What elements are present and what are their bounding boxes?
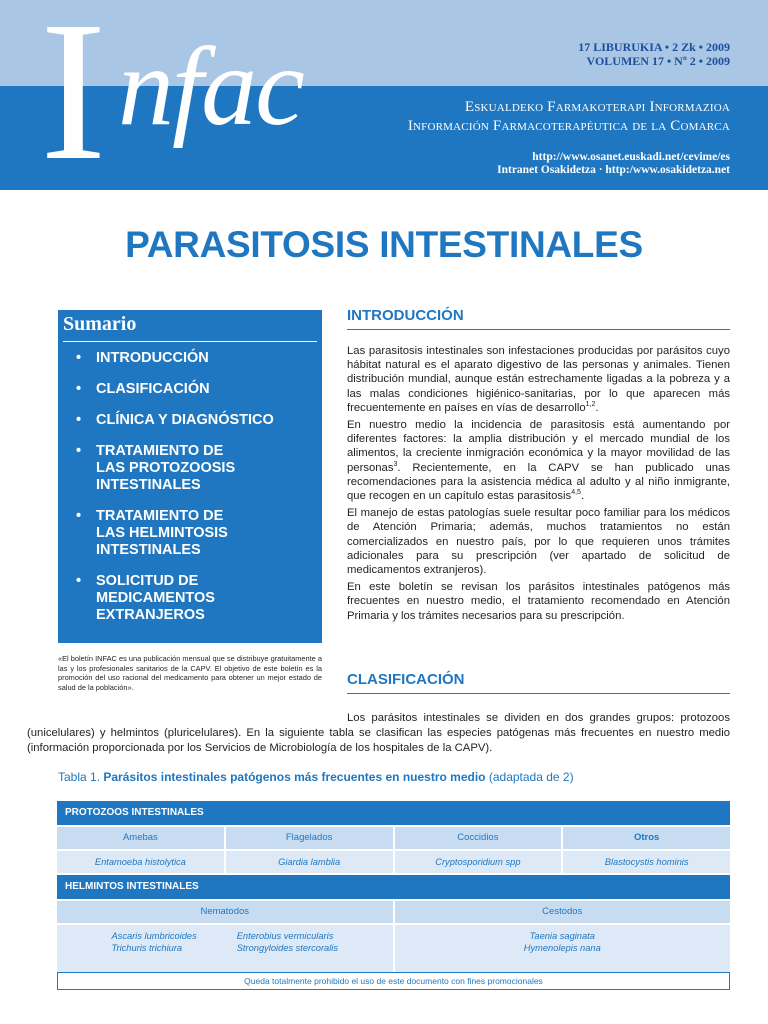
bullet-icon: • — [76, 573, 82, 589]
nematodos-list: Ascaris lumbricoides Trichuris trichiura Enterobius vermicularis Strongyloides stercoralis — [111, 931, 339, 953]
table-row — [57, 901, 730, 923]
heading-introduccion: INTRODUCCIÓN — [347, 307, 464, 324]
table-caption: Tabla 1. Parásitos intestinales patógenos más frecuentes en nuestro medio (adaptada de 2) — [58, 770, 574, 784]
table-cell: Cryptosporidium spp — [395, 851, 562, 873]
issue-line-eu: 17 LIBURUKIA • 2 Zk • 2009 — [578, 40, 730, 54]
publication-subtitles — [408, 98, 730, 136]
sumario-title: Sumario — [63, 313, 137, 335]
heading-clasificacion: CLASIFICACIÓN — [347, 671, 465, 688]
header-cell: Flagelados — [226, 827, 393, 849]
intro-body — [347, 344, 730, 626]
table-row — [57, 851, 730, 873]
subtitle-spanish: Información Farmacoterapéutica de la Comarca — [407, 118, 730, 134]
sumario-item-solicitud[interactable]: • SOLICITUD DE MEDICAMENTOS EXTRANJEROS — [76, 573, 215, 623]
sumario-box — [58, 310, 322, 643]
footer-note: Queda totalmente prohibido el uso de este documento con fines promocionales — [57, 972, 730, 990]
header-cell: Cestodos — [395, 901, 731, 923]
heading-rule — [347, 693, 730, 694]
table-cell: Entamoeba histolytica — [57, 851, 224, 873]
header-links — [497, 151, 730, 177]
parasites-table — [57, 801, 730, 973]
issue-info — [578, 40, 730, 68]
intro-paragraph-2: En nuestro medio la incidencia de parasitosis está aumentando por diferentes factores: la amplia distribución y el mercado mundial de los alimentos, la creciente inmigración económica y la mayor movilidad de las personas$^3$. Recientemente, en la CAPV se han publicado unas recomendaciones para la asistencia médica al adulto y al niño inmigrante, que recogen en un capítulo estas parasitosis$^{4,5}$. — [347, 419, 730, 503]
bullet-icon: • — [76, 381, 82, 397]
sumario-item-clinica[interactable]: • CLÍNICA Y DIAGNÓSTICO — [76, 412, 274, 428]
helmintos-band: HELMINTOS INTESTINALES — [57, 875, 730, 899]
logo-wordmark: nfac — [118, 25, 303, 149]
clasificacion-paragraph: Los parásitos intestinales se dividen en dos grandes grupos: protozoos (unicelulares) y helmintos (pluricelulares). En la siguiente tabla se clasifican las especies patógenas más frecuentes en nuestro medio (información proporcionada por los Servicios de Microbiología de los hospitales de la CAPV). — [27, 712, 730, 754]
sumario-item-clasificacion[interactable]: • CLASIFICACIÓN — [76, 381, 210, 397]
logo-initial: I — [40, 0, 107, 202]
sumario-item-introduccion[interactable]: • INTRODUCCIÓN — [76, 350, 209, 366]
page-title: PARASITOSIS INTESTINALES — [125, 224, 643, 265]
header-cell: Nematodos — [57, 901, 393, 923]
bulletin-note: «El boletín INFAC es una publicación mensual que se distribuye gratuitamente a las y los profesionales sanitarios de la CAPV. El objetivo de este boletín es la promoción del uso racional del medicamento para obtener un mejor estado de salud de la población». — [58, 654, 322, 692]
issue-line-es: VOLUMEN 17 • Nº 2 • 2009 — [586, 54, 730, 68]
table-row — [57, 827, 730, 849]
intro-paragraph-3: El manejo de estas patologías suele resultar poco familiar para los médicos de Atención Primaria; además, muchos tratamientos no están comercializados en nuestro país, por lo que requieren unos trámites adicionales para su prescripción (ver apartado de solicitud de medicamentos extranjeros). — [347, 507, 730, 577]
sumario-item-helmintosis[interactable]: • TRATAMIENTO DE LAS HELMINTOSIS INTESTINALES — [76, 508, 228, 558]
table-cell: Giardia lamblia — [226, 851, 393, 873]
sumario-item-protozoosis[interactable]: • TRATAMIENTO DE LAS PROTOZOOSIS INTESTINALES — [76, 443, 236, 493]
bullet-icon: • — [76, 443, 82, 459]
bullet-icon: • — [76, 350, 82, 366]
bullet-icon: • — [76, 412, 82, 428]
intro-paragraph-4: En este boletín se revisan los parásitos intestinales patógenos más frecuentes en nuestro medio, el tratamiento recomendado en Atención Primaria y los trámites necesarios para su prescripción. — [347, 581, 730, 622]
table-cell: Blastocystis hominis — [563, 851, 730, 873]
header-cell: Amebas — [57, 827, 224, 849]
bullet-icon: • — [76, 508, 82, 524]
sumario-divider — [63, 341, 317, 342]
sumario-list — [74, 350, 314, 638]
table-cell — [57, 925, 393, 973]
intro-paragraph-1: Las parasitosis intestinales son infestaciones producidas por parásitos cuyo hábitat natural es el aparato digestivo de las personas y animales. Tienen distribución mundial, aunque están estrechamente ligadas a la pobreza y a las malas condiciones higiénico-sanitarias, por lo que aparecen más frecuentemente en países en vías de desarrollo$^{1,2}$. — [347, 345, 730, 414]
subtitle-basque: Eskualdeko Farmakoterapi Informazioa — [464, 99, 730, 115]
protozoos-band: PROTOZOOS INTESTINALES — [57, 801, 730, 825]
header-cell: Coccidios — [395, 827, 562, 849]
heading-rule — [347, 329, 730, 330]
table-row — [57, 925, 730, 973]
website-link[interactable]: http://www.osanet.euskadi.net/cevime/es — [532, 151, 730, 163]
header-cell: Otros — [563, 827, 730, 849]
table-cell: Taenia saginata Hymenolepis nana — [395, 925, 731, 973]
intranet-link[interactable]: Intranet Osakidetza · http:/www.osakidetza.net — [497, 164, 730, 176]
